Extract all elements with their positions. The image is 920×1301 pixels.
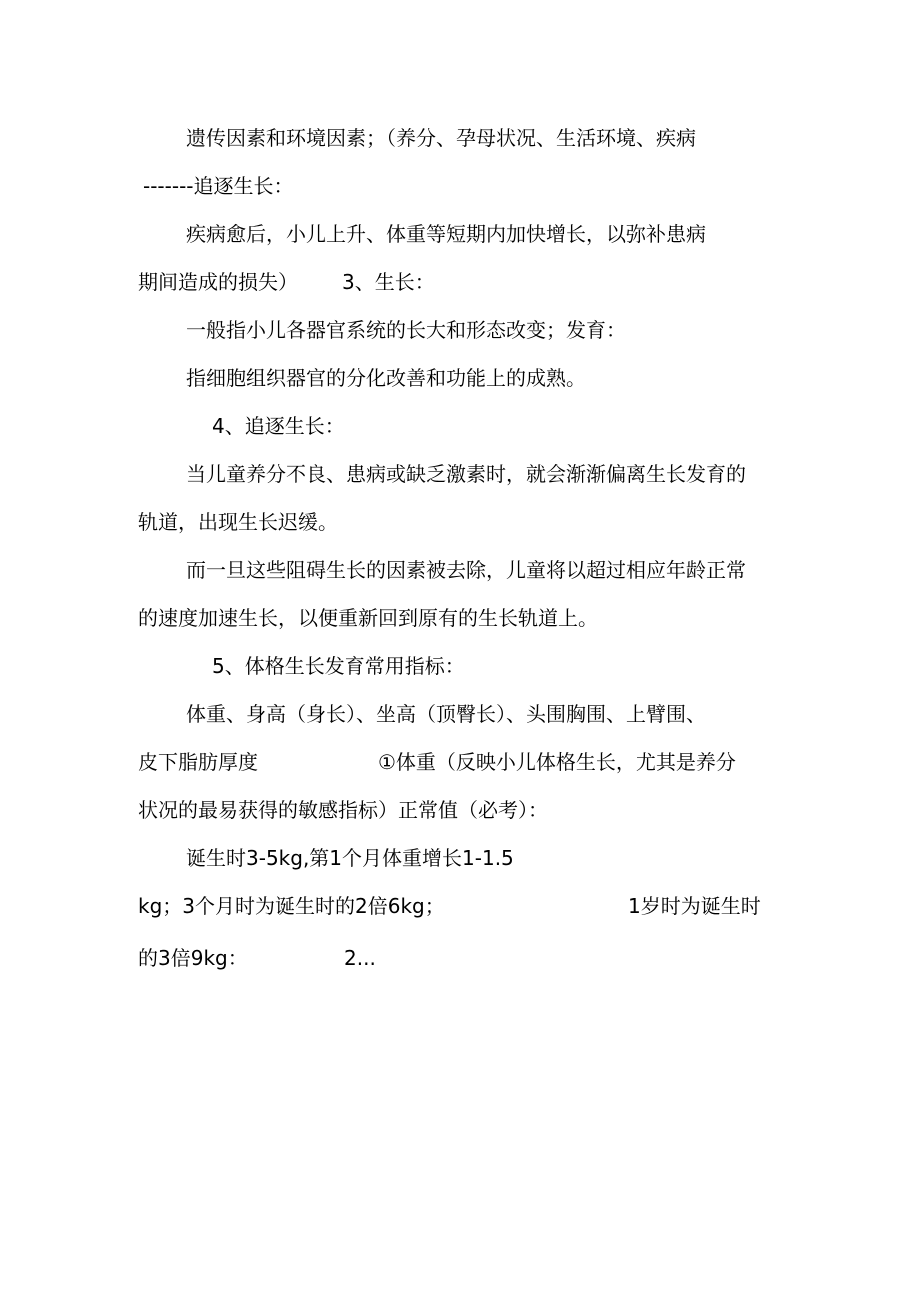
text-line: 期间造成的损失） xyxy=(138,270,298,294)
text-line: 3、生长： xyxy=(342,270,435,294)
text-line: 5、体格生长发育常用指标： xyxy=(212,654,465,678)
text-line: 疾病愈后，小儿上升、体重等短期内加快增长，以弥补患病 xyxy=(186,222,706,246)
text-line: 2... xyxy=(344,946,376,970)
text-line: 的3倍9kg： xyxy=(138,946,248,970)
text-line: 的速度加速生长，以便重新回到原有的生长轨道上。 xyxy=(138,606,598,630)
text-line: 轨道，出现生长迟缓。 xyxy=(138,510,338,534)
text-line: 一般指小儿各器官系统的长大和形态改变；发育： xyxy=(186,318,626,342)
text-line: 4、追逐生长： xyxy=(212,414,345,438)
text-line: 体重、身高（身长）、坐高（顶臀长）、头围胸围、上臂围、 xyxy=(186,702,706,726)
text-line: 皮下脂肪厚度 xyxy=(138,750,258,774)
text-line: ①体重（反映小儿体格生长，尤其是养分 xyxy=(378,750,736,774)
text-line: 指细胞组织器官的分化改善和功能上的成熟。 xyxy=(186,366,586,390)
text-line: 状况的最易获得的敏感指标）正常值（必考）： xyxy=(138,798,548,822)
text-line: 遗传因素和环境因素；（养分、孕母状况、生活环境、疾病 xyxy=(186,126,696,150)
text-line: 诞生时3-5kg,第1个月体重增长1-1.5 xyxy=(186,846,514,870)
text-line: kg；3个月时为诞生时的2倍6kg； xyxy=(138,894,445,918)
text-line: 而一旦这些阻碍生长的因素被去除，儿童将以超过相应年龄正常 xyxy=(186,558,746,582)
text-line: -------追逐生长： xyxy=(143,174,294,198)
text-line: 当儿童养分不良、患病或缺乏激素时，就会渐渐偏离生长发育的 xyxy=(186,462,746,486)
text-line: 1岁时为诞生时 xyxy=(628,894,761,918)
